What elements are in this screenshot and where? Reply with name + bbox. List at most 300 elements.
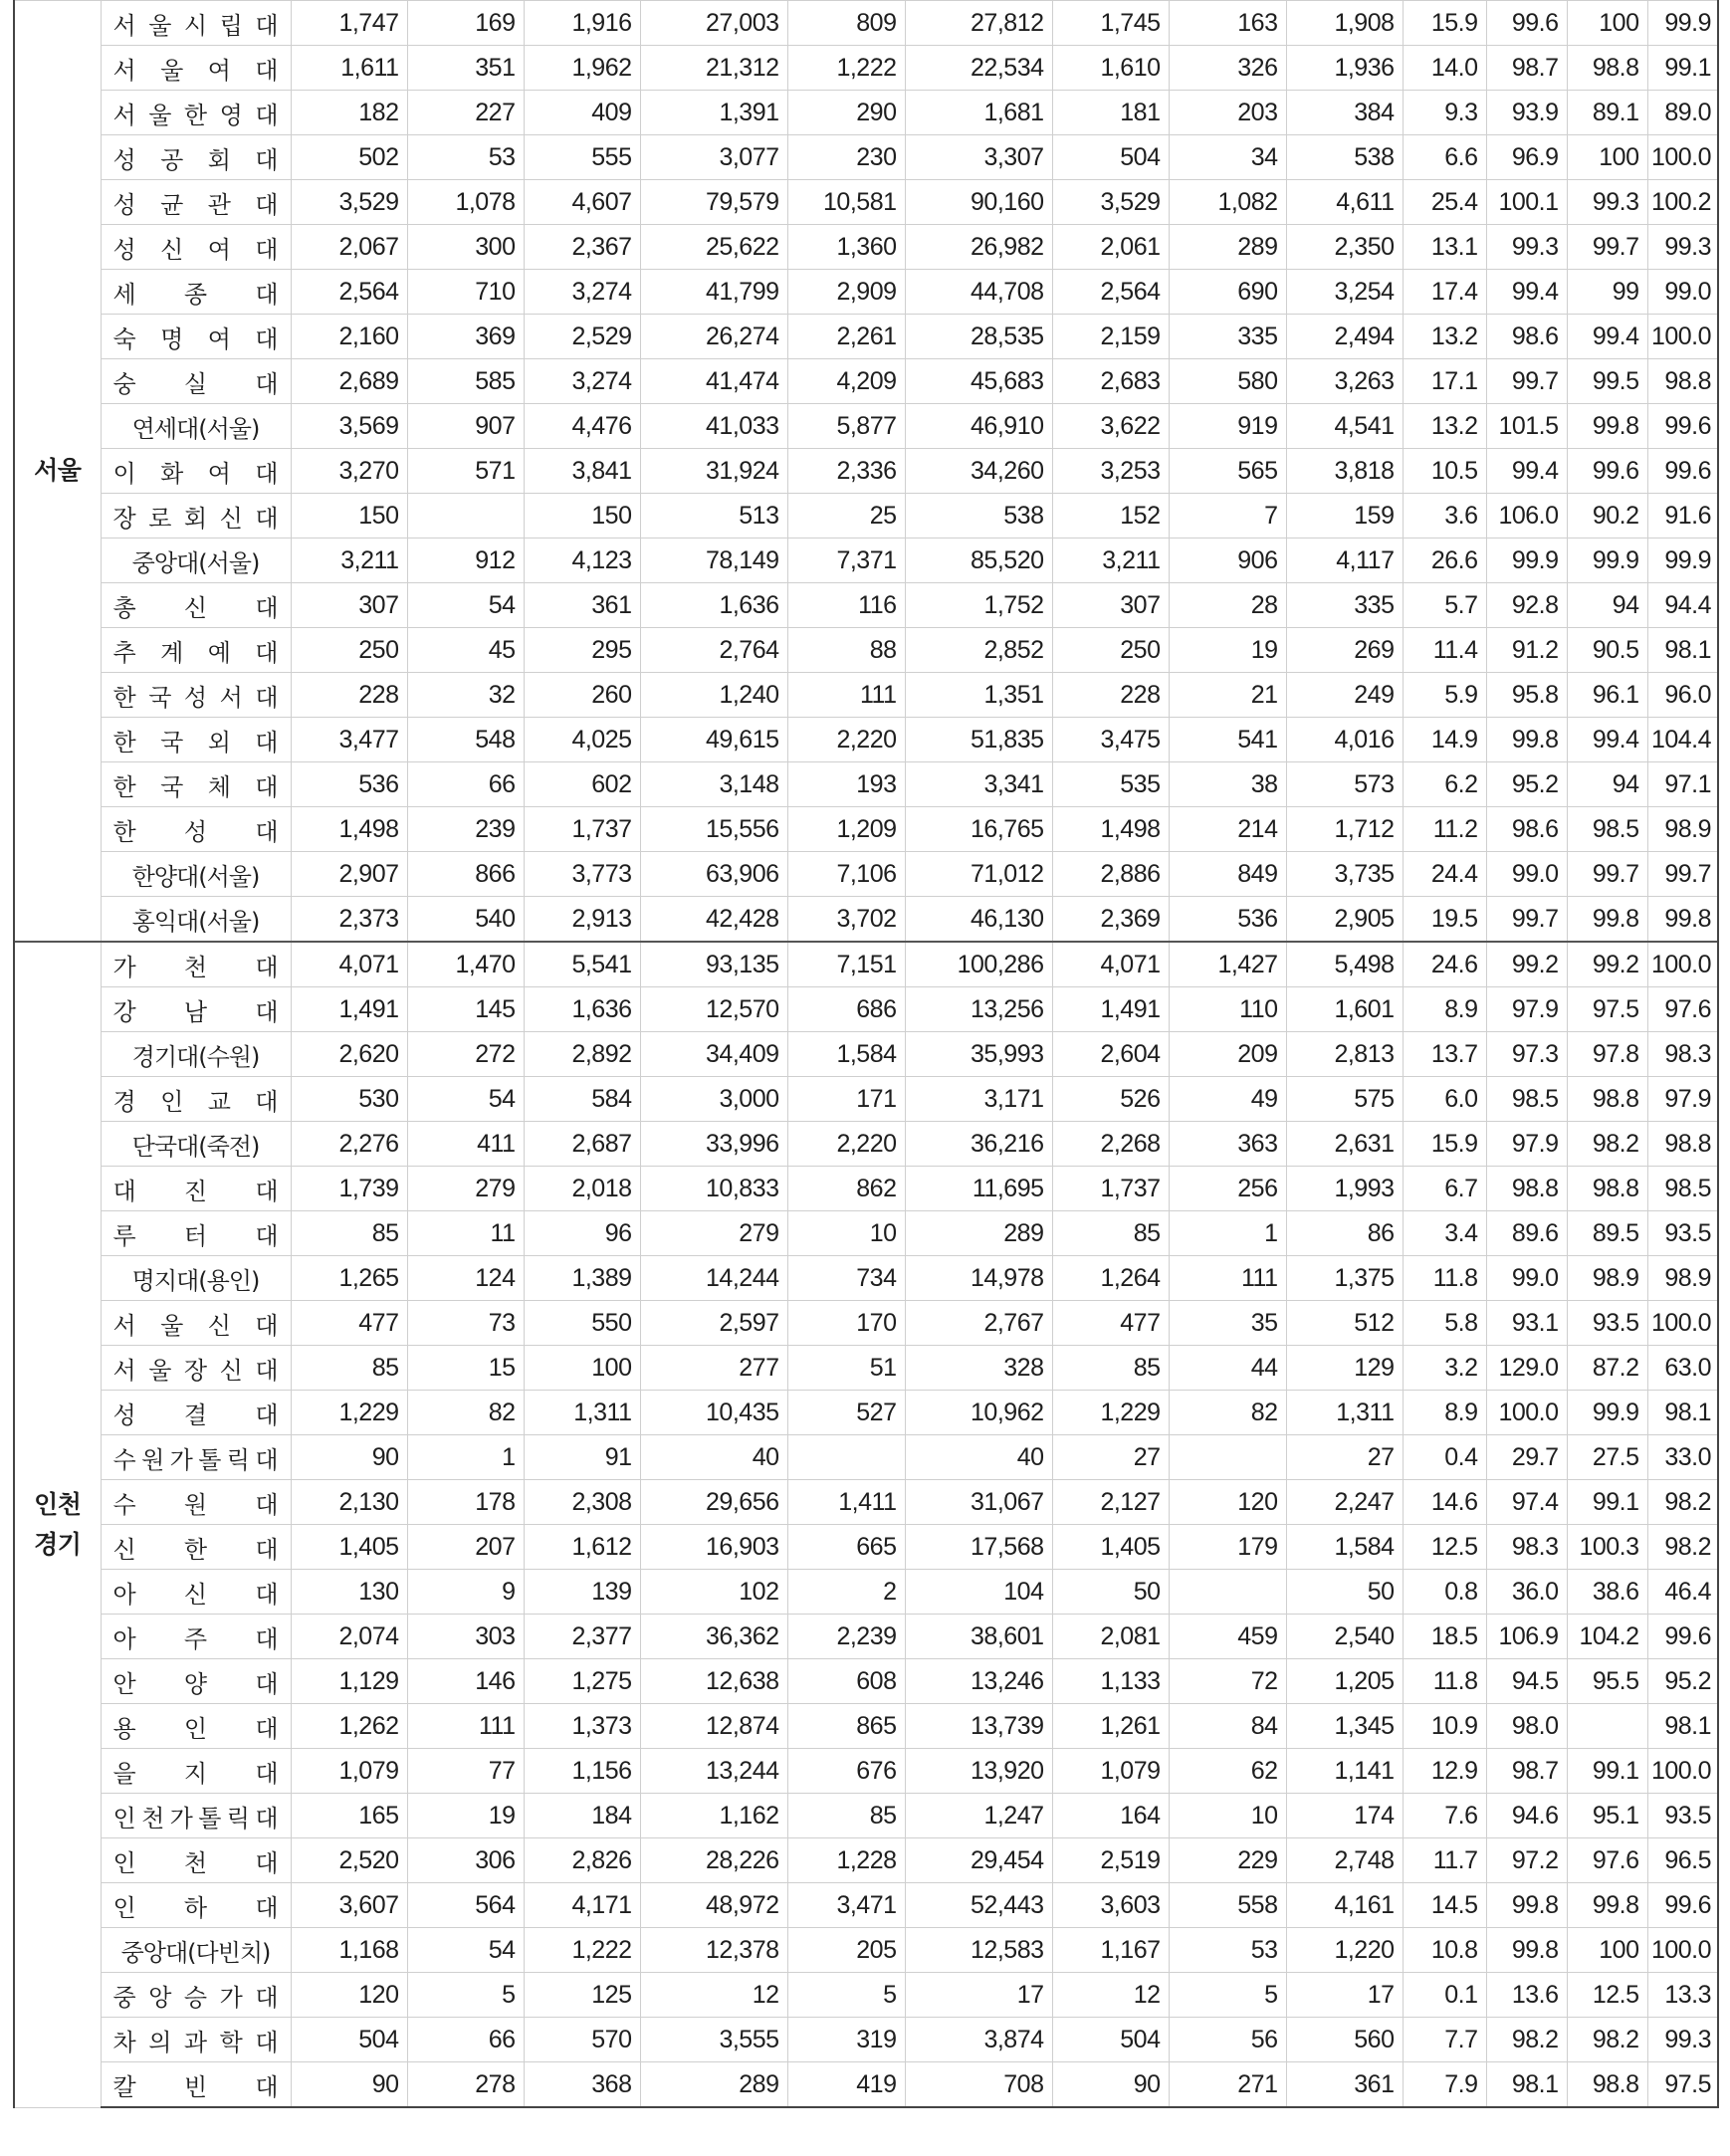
value-cell: 99.6 bbox=[1647, 449, 1718, 494]
value-cell: 97.2 bbox=[1486, 1838, 1567, 1883]
university-name-cell bbox=[101, 987, 291, 1032]
value-cell: 12,874 bbox=[640, 1704, 787, 1749]
table-row bbox=[14, 1211, 1718, 1256]
value-cell: 1,908 bbox=[1286, 1, 1403, 46]
value-cell: 99.7 bbox=[1567, 225, 1647, 270]
value-cell: 13.1 bbox=[1403, 225, 1486, 270]
value-cell: 326 bbox=[1169, 46, 1286, 91]
value-cell: 555 bbox=[524, 135, 640, 180]
value-cell: 5 bbox=[407, 1973, 524, 2018]
value-cell: 85 bbox=[1052, 1346, 1169, 1391]
value-cell: 335 bbox=[1169, 315, 1286, 359]
value-cell: 85 bbox=[787, 1794, 905, 1838]
value-cell: 106.9 bbox=[1486, 1615, 1567, 1659]
value-cell: 179 bbox=[1169, 1525, 1286, 1570]
value-cell: 97.3 bbox=[1486, 1032, 1567, 1077]
value-cell: 98.7 bbox=[1486, 46, 1567, 91]
university-name: 경기대(수원) bbox=[131, 1042, 260, 1071]
value-cell: 98.6 bbox=[1486, 315, 1567, 359]
value-cell: 95.2 bbox=[1647, 1659, 1718, 1704]
value-cell: 41,474 bbox=[640, 359, 787, 404]
value-cell: 44 bbox=[1169, 1346, 1286, 1391]
value-cell: 94.4 bbox=[1647, 583, 1718, 628]
value-cell: 169 bbox=[407, 1, 524, 46]
value-cell: 73 bbox=[407, 1301, 524, 1346]
value-cell: 12,638 bbox=[640, 1659, 787, 1704]
table-row bbox=[14, 1749, 1718, 1794]
value-cell: 8.9 bbox=[1403, 1391, 1486, 1435]
value-cell: 536 bbox=[291, 762, 407, 807]
value-cell: 2,852 bbox=[905, 628, 1052, 673]
value-cell: 98.2 bbox=[1567, 1122, 1647, 1167]
value-cell: 12,570 bbox=[640, 987, 787, 1032]
value-cell: 98.1 bbox=[1486, 2062, 1567, 2108]
value-cell: 99.6 bbox=[1647, 1883, 1718, 1928]
value-cell: 565 bbox=[1169, 449, 1286, 494]
value-cell: 907 bbox=[407, 404, 524, 449]
value-cell: 34,409 bbox=[640, 1032, 787, 1077]
university-name: 총 신 대 bbox=[112, 593, 279, 622]
value-cell: 35,993 bbox=[905, 1032, 1052, 1077]
value-cell: 214 bbox=[1169, 807, 1286, 852]
value-cell: 62 bbox=[1169, 1749, 1286, 1794]
value-cell: 295 bbox=[524, 628, 640, 673]
value-cell: 2,127 bbox=[1052, 1480, 1169, 1525]
table-row bbox=[14, 987, 1718, 1032]
university-name: 대 진 대 bbox=[112, 1177, 279, 1205]
value-cell: 97.9 bbox=[1486, 987, 1567, 1032]
value-cell: 550 bbox=[524, 1301, 640, 1346]
value-cell: 90 bbox=[291, 2062, 407, 2108]
value-cell: 2,074 bbox=[291, 1615, 407, 1659]
value-cell: 369 bbox=[407, 315, 524, 359]
value-cell: 319 bbox=[787, 2018, 905, 2062]
value-cell: 27 bbox=[1052, 1435, 1169, 1480]
value-cell: 602 bbox=[524, 762, 640, 807]
value-cell: 99.0 bbox=[1647, 270, 1718, 315]
value-cell: 3,171 bbox=[905, 1077, 1052, 1122]
value-cell: 110 bbox=[1169, 987, 1286, 1032]
value-cell: 10,435 bbox=[640, 1391, 787, 1435]
value-cell: 1,491 bbox=[291, 987, 407, 1032]
value-cell: 3,307 bbox=[905, 135, 1052, 180]
value-cell: 45,683 bbox=[905, 359, 1052, 404]
value-cell: 1,962 bbox=[524, 46, 640, 91]
value-cell: 1,636 bbox=[640, 583, 787, 628]
value-cell: 38,601 bbox=[905, 1615, 1052, 1659]
value-cell: 2,220 bbox=[787, 718, 905, 762]
value-cell: 2,826 bbox=[524, 1838, 640, 1883]
value-cell: 4,607 bbox=[524, 180, 640, 225]
value-cell: 1,247 bbox=[905, 1794, 1052, 1838]
table-row bbox=[14, 1659, 1718, 1704]
table-row bbox=[14, 359, 1718, 404]
value-cell: 120 bbox=[1169, 1480, 1286, 1525]
value-cell: 14.5 bbox=[1403, 1883, 1486, 1928]
university-name: 성 신 여 대 bbox=[112, 235, 279, 264]
university-name-cell bbox=[101, 2018, 291, 2062]
university-name: 중앙대(다빈치) bbox=[120, 1938, 271, 1967]
value-cell: 564 bbox=[407, 1883, 524, 1928]
value-cell: 97.6 bbox=[1567, 1838, 1647, 1883]
value-cell: 1,405 bbox=[291, 1525, 407, 1570]
value-cell: 94 bbox=[1567, 762, 1647, 807]
university-name-cell bbox=[101, 1615, 291, 1659]
value-cell: 3,477 bbox=[291, 718, 407, 762]
value-cell: 85 bbox=[291, 1346, 407, 1391]
university-name: 아 신 대 bbox=[112, 1580, 279, 1609]
value-cell: 250 bbox=[291, 628, 407, 673]
value-cell: 2,564 bbox=[1052, 270, 1169, 315]
value-cell: 100.0 bbox=[1647, 1928, 1718, 1973]
value-cell: 29,656 bbox=[640, 1480, 787, 1525]
value-cell: 96.9 bbox=[1486, 135, 1567, 180]
value-cell: 98.8 bbox=[1567, 1077, 1647, 1122]
value-cell: 2,886 bbox=[1052, 852, 1169, 897]
value-cell: 571 bbox=[407, 449, 524, 494]
table-row bbox=[14, 1391, 1718, 1435]
value-cell: 17 bbox=[905, 1973, 1052, 2018]
table-body bbox=[14, 1, 1718, 2108]
value-cell: 79,579 bbox=[640, 180, 787, 225]
university-name: 명지대(용인) bbox=[131, 1266, 260, 1295]
value-cell: 99.6 bbox=[1647, 1615, 1718, 1659]
value-cell: 97.6 bbox=[1647, 987, 1718, 1032]
value-cell: 97.5 bbox=[1567, 987, 1647, 1032]
value-cell: 1,265 bbox=[291, 1256, 407, 1301]
university-name: 신 한 대 bbox=[112, 1535, 279, 1564]
value-cell: 98.5 bbox=[1567, 807, 1647, 852]
value-cell: 3,148 bbox=[640, 762, 787, 807]
value-cell: 3,773 bbox=[524, 852, 640, 897]
table-row bbox=[14, 404, 1718, 449]
value-cell: 11.8 bbox=[1403, 1659, 1486, 1704]
value-cell: 98.5 bbox=[1486, 1077, 1567, 1122]
value-cell: 26,982 bbox=[905, 225, 1052, 270]
university-name-cell bbox=[101, 1391, 291, 1435]
university-name-cell bbox=[101, 135, 291, 180]
value-cell: 89.0 bbox=[1647, 91, 1718, 135]
value-cell: 1,240 bbox=[640, 673, 787, 718]
value-cell: 13.2 bbox=[1403, 404, 1486, 449]
value-cell: 205 bbox=[787, 1928, 905, 1973]
value-cell: 99.5 bbox=[1567, 359, 1647, 404]
value-cell: 87.2 bbox=[1567, 1346, 1647, 1391]
value-cell: 13,256 bbox=[905, 987, 1052, 1032]
value-cell: 102 bbox=[640, 1570, 787, 1615]
university-name: 서 울 한 영 대 bbox=[112, 101, 279, 129]
value-cell: 32 bbox=[407, 673, 524, 718]
university-name: 숙 명 여 대 bbox=[112, 324, 279, 353]
value-cell: 1,141 bbox=[1286, 1749, 1403, 1794]
value-cell: 17.4 bbox=[1403, 270, 1486, 315]
value-cell: 12 bbox=[1052, 1973, 1169, 2018]
table-row bbox=[14, 718, 1718, 762]
value-cell: 98.8 bbox=[1647, 1122, 1718, 1167]
value-cell: 99.7 bbox=[1486, 359, 1567, 404]
value-cell: 272 bbox=[407, 1032, 524, 1077]
university-name: 서 울 여 대 bbox=[112, 56, 279, 85]
university-name: 성 결 대 bbox=[112, 1401, 279, 1429]
value-cell: 17 bbox=[1286, 1973, 1403, 2018]
university-name-cell bbox=[101, 1167, 291, 1211]
value-cell: 2,767 bbox=[905, 1301, 1052, 1346]
value-cell: 6.2 bbox=[1403, 762, 1486, 807]
value-cell: 2,308 bbox=[524, 1480, 640, 1525]
university-name-cell bbox=[101, 1883, 291, 1928]
value-cell: 93.9 bbox=[1486, 91, 1567, 135]
value-cell: 34,260 bbox=[905, 449, 1052, 494]
value-cell: 120 bbox=[291, 1973, 407, 2018]
value-cell: 2,160 bbox=[291, 315, 407, 359]
value-cell: 1,351 bbox=[905, 673, 1052, 718]
value-cell: 1,739 bbox=[291, 1167, 407, 1211]
value-cell: 97.5 bbox=[1647, 2062, 1718, 2108]
value-cell: 256 bbox=[1169, 1167, 1286, 1211]
value-cell: 13.3 bbox=[1647, 1973, 1718, 2018]
value-cell: 98.2 bbox=[1567, 2018, 1647, 2062]
university-name-cell bbox=[101, 1256, 291, 1301]
value-cell: 2,529 bbox=[524, 315, 640, 359]
value-cell: 335 bbox=[1286, 583, 1403, 628]
value-cell: 46,910 bbox=[905, 404, 1052, 449]
value-cell: 95.2 bbox=[1486, 762, 1567, 807]
value-cell: 227 bbox=[407, 91, 524, 135]
university-name: 서 울 시 립 대 bbox=[112, 11, 279, 40]
university-name: 안 양 대 bbox=[112, 1669, 279, 1698]
university-name-cell bbox=[101, 1435, 291, 1480]
value-cell: 3,607 bbox=[291, 1883, 407, 1928]
value-cell: 3,471 bbox=[787, 1883, 905, 1928]
value-cell: 90 bbox=[291, 1435, 407, 1480]
value-cell: 100.0 bbox=[1486, 1391, 1567, 1435]
value-cell: 527 bbox=[787, 1391, 905, 1435]
university-name: 수 원 대 bbox=[112, 1490, 279, 1519]
value-cell: 2,909 bbox=[787, 270, 905, 315]
value-cell: 1,082 bbox=[1169, 180, 1286, 225]
value-cell: 608 bbox=[787, 1659, 905, 1704]
value-cell: 3,211 bbox=[291, 539, 407, 583]
value-cell: 419 bbox=[787, 2062, 905, 2108]
university-name-cell bbox=[101, 897, 291, 943]
value-cell: 2,564 bbox=[291, 270, 407, 315]
university-name-cell bbox=[101, 449, 291, 494]
table-row bbox=[14, 1167, 1718, 1211]
value-cell: 14.9 bbox=[1403, 718, 1486, 762]
value-cell: 3,603 bbox=[1052, 1883, 1169, 1928]
value-cell: 3.2 bbox=[1403, 1346, 1486, 1391]
value-cell: 2,540 bbox=[1286, 1615, 1403, 1659]
value-cell: 558 bbox=[1169, 1883, 1286, 1928]
value-cell: 12.9 bbox=[1403, 1749, 1486, 1794]
value-cell: 24.6 bbox=[1403, 942, 1486, 987]
table-row bbox=[14, 1704, 1718, 1749]
value-cell: 98.6 bbox=[1486, 807, 1567, 852]
value-cell: 1,262 bbox=[291, 1704, 407, 1749]
value-cell: 3,254 bbox=[1286, 270, 1403, 315]
value-cell: 289 bbox=[905, 1211, 1052, 1256]
value-cell: 919 bbox=[1169, 404, 1286, 449]
value-cell: 530 bbox=[291, 1077, 407, 1122]
value-cell: 1,133 bbox=[1052, 1659, 1169, 1704]
value-cell: 13,920 bbox=[905, 1749, 1052, 1794]
value-cell: 3,529 bbox=[291, 180, 407, 225]
value-cell: 306 bbox=[407, 1838, 524, 1883]
value-cell: 99.7 bbox=[1486, 897, 1567, 943]
value-cell: 16,903 bbox=[640, 1525, 787, 1570]
university-name: 서 울 신 대 bbox=[112, 1311, 279, 1340]
value-cell: 7.9 bbox=[1403, 2062, 1486, 2108]
university-name-cell bbox=[101, 942, 291, 987]
value-cell: 96.0 bbox=[1647, 673, 1718, 718]
value-cell: 3,555 bbox=[640, 2018, 787, 2062]
university-name: 중 앙 승 가 대 bbox=[112, 1983, 279, 2012]
value-cell: 1,222 bbox=[787, 46, 905, 91]
value-cell: 2,061 bbox=[1052, 225, 1169, 270]
value-cell: 99.9 bbox=[1647, 539, 1718, 583]
table-row bbox=[14, 1570, 1718, 1615]
value-cell: 98.8 bbox=[1567, 2062, 1647, 2108]
value-cell: 7.7 bbox=[1403, 2018, 1486, 2062]
value-cell: 98.3 bbox=[1486, 1525, 1567, 1570]
value-cell: 865 bbox=[787, 1704, 905, 1749]
table-row bbox=[14, 1615, 1718, 1659]
value-cell: 17.1 bbox=[1403, 359, 1486, 404]
table-row bbox=[14, 494, 1718, 539]
value-cell: 2,683 bbox=[1052, 359, 1169, 404]
value-cell: 174 bbox=[1286, 1794, 1403, 1838]
value-cell: 99.9 bbox=[1567, 1391, 1647, 1435]
value-cell: 129 bbox=[1286, 1346, 1403, 1391]
value-cell: 40 bbox=[640, 1435, 787, 1480]
value-cell: 98.1 bbox=[1647, 1391, 1718, 1435]
university-name-cell bbox=[101, 1928, 291, 1973]
value-cell: 25,622 bbox=[640, 225, 787, 270]
university-name: 인 천 가 톨 릭 대 bbox=[112, 1804, 279, 1833]
value-cell: 96 bbox=[524, 1211, 640, 1256]
university-name-cell bbox=[101, 807, 291, 852]
value-cell: 41,033 bbox=[640, 404, 787, 449]
table-row bbox=[14, 583, 1718, 628]
university-name-cell bbox=[101, 2062, 291, 2108]
university-name-cell bbox=[101, 1525, 291, 1570]
value-cell: 411 bbox=[407, 1122, 524, 1167]
value-cell: 98.0 bbox=[1486, 1704, 1567, 1749]
university-name: 한 국 체 대 bbox=[112, 772, 279, 801]
value-cell: 100.0 bbox=[1647, 315, 1718, 359]
value-cell: 54 bbox=[407, 1077, 524, 1122]
value-cell: 459 bbox=[1169, 1615, 1286, 1659]
value-cell: 99.6 bbox=[1647, 404, 1718, 449]
university-name-cell bbox=[101, 673, 291, 718]
value-cell: 290 bbox=[787, 91, 905, 135]
university-name: 루 터 대 bbox=[112, 1221, 279, 1250]
table-row bbox=[14, 2018, 1718, 2062]
university-name-cell bbox=[101, 270, 291, 315]
value-cell: 2,377 bbox=[524, 1615, 640, 1659]
value-cell: 1,275 bbox=[524, 1659, 640, 1704]
value-cell: 150 bbox=[291, 494, 407, 539]
value-cell: 504 bbox=[1052, 135, 1169, 180]
value-cell: 54 bbox=[407, 583, 524, 628]
value-cell: 100.0 bbox=[1647, 1301, 1718, 1346]
table-row bbox=[14, 762, 1718, 807]
university-name-cell bbox=[101, 1, 291, 46]
university-name-cell bbox=[101, 1077, 291, 1122]
value-cell: 866 bbox=[407, 852, 524, 897]
university-name: 성 공 회 대 bbox=[112, 145, 279, 174]
value-cell: 2,689 bbox=[291, 359, 407, 404]
value-cell: 504 bbox=[1052, 2018, 1169, 2062]
value-cell: 99.6 bbox=[1567, 449, 1647, 494]
value-cell: 7 bbox=[1169, 494, 1286, 539]
value-cell: 48,972 bbox=[640, 1883, 787, 1928]
value-cell: 13.7 bbox=[1403, 1032, 1486, 1077]
value-cell bbox=[1567, 1704, 1647, 1749]
value-cell: 4,123 bbox=[524, 539, 640, 583]
table-row bbox=[14, 315, 1718, 359]
university-name-cell bbox=[101, 852, 291, 897]
value-cell: 193 bbox=[787, 762, 905, 807]
university-name: 한 국 성 서 대 bbox=[112, 683, 279, 712]
table-row bbox=[14, 1077, 1718, 1122]
university-name-cell bbox=[101, 1301, 291, 1346]
value-cell: 15,556 bbox=[640, 807, 787, 852]
value-cell: 2,913 bbox=[524, 897, 640, 943]
value-cell: 504 bbox=[291, 2018, 407, 2062]
value-cell: 152 bbox=[1052, 494, 1169, 539]
value-cell: 163 bbox=[1169, 1, 1286, 46]
value-cell: 209 bbox=[1169, 1032, 1286, 1077]
table-row bbox=[14, 135, 1718, 180]
value-cell: 2,905 bbox=[1286, 897, 1403, 943]
value-cell: 130 bbox=[291, 1570, 407, 1615]
value-cell: 16,765 bbox=[905, 807, 1052, 852]
table-row bbox=[14, 46, 1718, 91]
value-cell: 249 bbox=[1286, 673, 1403, 718]
value-cell: 51,835 bbox=[905, 718, 1052, 762]
value-cell: 100.1 bbox=[1486, 180, 1567, 225]
value-cell: 228 bbox=[291, 673, 407, 718]
value-cell: 72 bbox=[1169, 1659, 1286, 1704]
value-cell: 92.8 bbox=[1486, 583, 1567, 628]
value-cell bbox=[1169, 1570, 1286, 1615]
value-cell: 99.1 bbox=[1567, 1749, 1647, 1794]
value-cell: 906 bbox=[1169, 539, 1286, 583]
value-cell: 9 bbox=[407, 1570, 524, 1615]
value-cell: 7,151 bbox=[787, 942, 905, 987]
value-cell: 1,375 bbox=[1286, 1256, 1403, 1301]
value-cell: 33,996 bbox=[640, 1122, 787, 1167]
value-cell: 99 bbox=[1567, 270, 1647, 315]
value-cell: 1,411 bbox=[787, 1480, 905, 1525]
value-cell: 97.9 bbox=[1647, 1077, 1718, 1122]
value-cell: 101.5 bbox=[1486, 404, 1567, 449]
value-cell: 165 bbox=[291, 1794, 407, 1838]
value-cell: 1 bbox=[1169, 1211, 1286, 1256]
university-name-cell bbox=[101, 1570, 291, 1615]
value-cell: 78,149 bbox=[640, 539, 787, 583]
value-cell: 13,739 bbox=[905, 1704, 1052, 1749]
value-cell: 3,622 bbox=[1052, 404, 1169, 449]
value-cell: 98.9 bbox=[1647, 1256, 1718, 1301]
value-cell: 3,274 bbox=[524, 359, 640, 404]
value-cell: 2,276 bbox=[291, 1122, 407, 1167]
value-cell: 89.1 bbox=[1567, 91, 1647, 135]
value-cell: 289 bbox=[1169, 225, 1286, 270]
value-cell: 3,211 bbox=[1052, 539, 1169, 583]
value-cell: 1,220 bbox=[1286, 1928, 1403, 1973]
